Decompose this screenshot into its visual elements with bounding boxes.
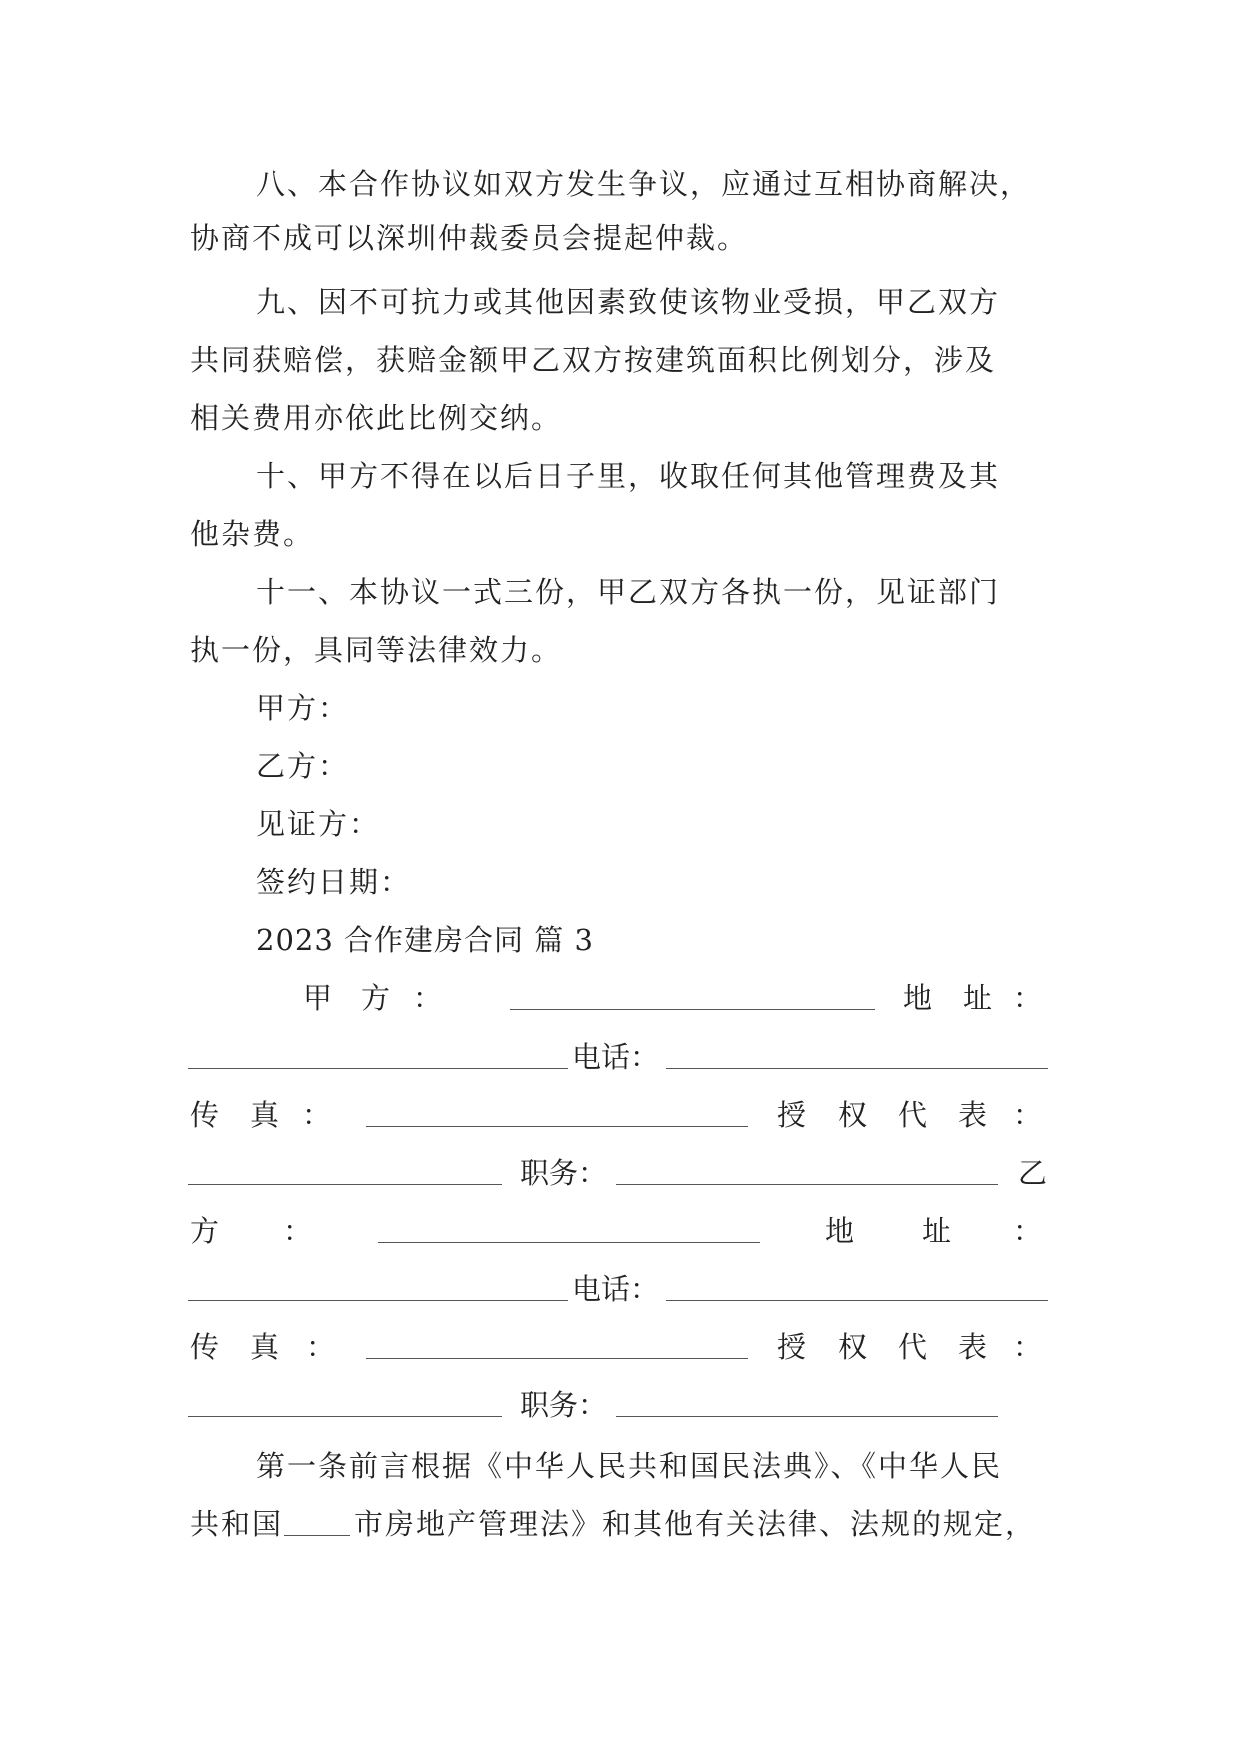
party-a-phone-field[interactable] bbox=[666, 1068, 1048, 1069]
clause-8-line-1: 八、本合作协议如双方发生争议，应通过互相协商解决， bbox=[256, 167, 1032, 201]
sign-date-label: 签约日期： bbox=[256, 865, 412, 899]
party-a-name-field[interactable] bbox=[510, 1009, 875, 1010]
auth-rep-colon: ： bbox=[1013, 1098, 1043, 1132]
witness-label: 见证方： bbox=[256, 807, 381, 841]
party-b-address-field[interactable] bbox=[188, 1300, 568, 1301]
party-b-char-2: 方 bbox=[190, 1214, 220, 1248]
party-a-label: 甲方： bbox=[256, 691, 350, 725]
clause-11-line-1: 十一、本协议一式三份，甲乙双方各执一份，见证部门 bbox=[256, 575, 1001, 609]
party-b-name-field[interactable] bbox=[378, 1242, 760, 1243]
party-b-label: 乙方： bbox=[256, 749, 350, 783]
auth-rep-b-char-1: 授 bbox=[777, 1330, 807, 1364]
clause-9-line-3: 相关费用亦依此比例交纳。 bbox=[190, 401, 563, 435]
address-b-colon: ： bbox=[1013, 1214, 1043, 1248]
auth-rep-b-char-3: 代 bbox=[898, 1330, 928, 1364]
party-b-rep-field[interactable] bbox=[188, 1416, 502, 1417]
fax-b-char-1: 传 bbox=[190, 1330, 220, 1364]
party-b-char-1: 乙 bbox=[1018, 1156, 1048, 1190]
party-a-char-2: 方 bbox=[361, 981, 391, 1015]
party-b-position-field[interactable] bbox=[616, 1416, 998, 1417]
clause-10-line-1: 十、甲方不得在以后日子里，收取任何其他管理费及其 bbox=[256, 459, 1001, 493]
auth-rep-b-char-4: 表 bbox=[958, 1330, 988, 1364]
position-label: 职务： bbox=[520, 1156, 608, 1190]
address-colon: ： bbox=[1013, 981, 1043, 1015]
address-b-char-2: 址 bbox=[922, 1214, 952, 1248]
party-b-colon: ： bbox=[283, 1214, 313, 1248]
section-title: 2023 合作建房合同 篇 3 bbox=[256, 923, 594, 957]
party-b-phone-field[interactable] bbox=[666, 1300, 1048, 1301]
party-a-position-field[interactable] bbox=[616, 1184, 998, 1185]
address-b-char-1: 地 bbox=[825, 1214, 855, 1248]
party-a-char-1: 甲 bbox=[303, 981, 333, 1015]
phone-b-label: 电话： bbox=[572, 1272, 660, 1306]
auth-rep-char-4: 表 bbox=[958, 1098, 988, 1132]
party-a-rep-field[interactable] bbox=[188, 1184, 502, 1185]
fax-char-1: 传 bbox=[190, 1098, 220, 1132]
party-b-fax-field[interactable] bbox=[366, 1358, 748, 1359]
clause-9-line-2: 共同获赔偿，获赔金额甲乙双方按建筑面积比例划分，涉及 bbox=[190, 343, 997, 377]
auth-rep-char-2: 权 bbox=[838, 1098, 868, 1132]
fax-char-2: 真 bbox=[250, 1098, 280, 1132]
clause-11-line-2: 执一份，具同等法律效力。 bbox=[190, 633, 563, 667]
clause-9-line-1: 九、因不可抗力或其他因素致使该物业受损，甲乙双方 bbox=[256, 285, 1001, 319]
fax-b-colon: ： bbox=[306, 1330, 336, 1364]
party-a-address-field[interactable] bbox=[188, 1068, 568, 1069]
fax-colon: ： bbox=[302, 1098, 332, 1132]
clause-10-line-2: 他杂费。 bbox=[190, 517, 315, 551]
auth-rep-b-colon: ： bbox=[1013, 1330, 1043, 1364]
article-1-line-1: 第一条前言根据《中华人民共和国民法典》、《中华人民 bbox=[256, 1449, 1003, 1483]
auth-rep-char-3: 代 bbox=[898, 1098, 928, 1132]
address-char-2: 址 bbox=[963, 981, 993, 1015]
article-1-line-2-end: 市房地产管理法》和其他有关法律、法规的规定， bbox=[354, 1507, 1037, 1541]
party-a-fax-field[interactable] bbox=[366, 1126, 748, 1127]
clause-8-line-2: 协商不成可以深圳仲裁委员会提起仲裁。 bbox=[190, 221, 749, 255]
auth-rep-char-1: 授 bbox=[777, 1098, 807, 1132]
position-b-label: 职务： bbox=[520, 1388, 608, 1422]
city-name-field[interactable] bbox=[284, 1535, 350, 1536]
fax-b-char-2: 真 bbox=[250, 1330, 280, 1364]
article-1-line-2-start: 共和国 bbox=[190, 1507, 284, 1541]
address-char-1: 地 bbox=[903, 981, 933, 1015]
party-a-colon: ： bbox=[413, 981, 443, 1015]
auth-rep-b-char-2: 权 bbox=[838, 1330, 868, 1364]
phone-label: 电话： bbox=[572, 1040, 660, 1074]
